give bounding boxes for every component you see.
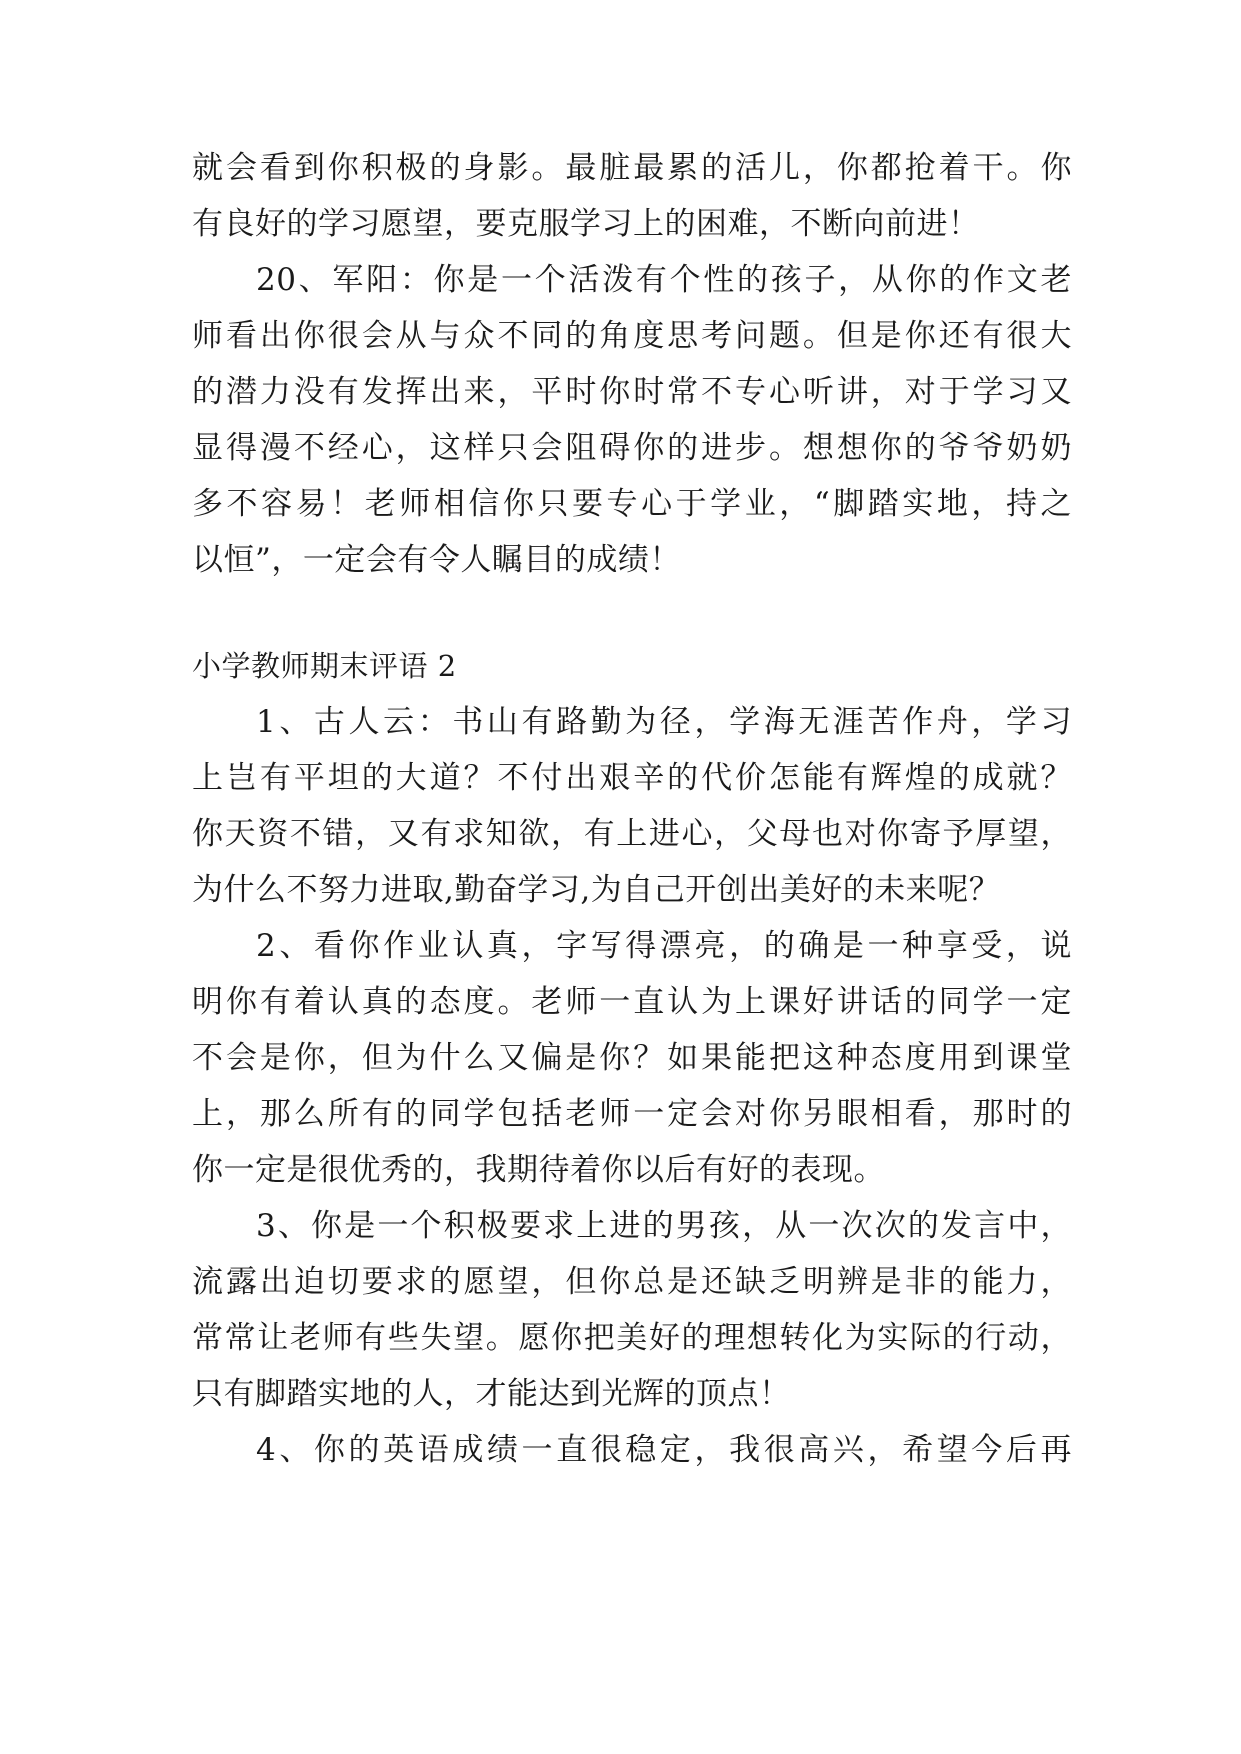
paragraph-line: 只有脚踏实地的人，才能达到光辉的顶点！	[192, 1376, 791, 1412]
paragraph-line: 1、古人云：书山有路勤为径，学海无涯苦作舟，学习	[256, 704, 1072, 740]
paragraph-line: 有良好的学习愿望，要克服学习上的困难，不断向前进！	[192, 206, 980, 242]
paragraph-line: 你一定是很优秀的，我期待着你以后有好的表现。	[192, 1152, 885, 1188]
paragraph-line: 流露出迫切要求的愿望，但你总是还缺乏明辨是非的能力，	[192, 1264, 1072, 1300]
paragraph-line: 多不容易！老师相信你只要专心于学业，“脚踏实地，持之	[192, 486, 1072, 522]
paragraph-line: 师看出你很会从与众不同的角度思考问题。但是你还有很大	[192, 318, 1072, 354]
paragraph-line: 3、你是一个积极要求上进的男孩，从一次次的发言中，	[256, 1208, 1072, 1244]
paragraph-line: 2、看你作业认真，字写得漂亮，的确是一种享受，说	[256, 928, 1072, 964]
paragraph-line: 以恒”，一定会有令人瞩目的成绩！	[192, 542, 681, 578]
paragraph-line: 就会看到你积极的身影。最脏最累的活儿，你都抢着干。你	[192, 150, 1072, 186]
paragraph-line: 明你有着认真的态度。老师一直认为上课好讲话的同学一定	[192, 984, 1072, 1020]
paragraph-line: 上岂有平坦的大道？不付出艰辛的代价怎能有辉煌的成就？	[192, 760, 1072, 796]
paragraph-line: 4、你的英语成绩一直很稳定，我很高兴，希望今后再	[256, 1432, 1072, 1468]
paragraph-line: 常常让老师有些失望。愿你把美好的理想转化为实际的行动，	[192, 1320, 1072, 1356]
paragraph-line: 你天资不错，又有求知欲，有上进心，父母也对你寄予厚望，	[192, 816, 1072, 852]
paragraph-line: 为什么不努力进取,勤奋学习,为自己开创出美好的未来呢？	[192, 872, 1001, 908]
paragraph-line: 不会是你，但为什么又偏是你？如果能把这种态度用到课堂	[192, 1040, 1072, 1076]
section-title: 小学教师期末评语 2	[192, 649, 457, 683]
paragraph-line: 显得漫不经心，这样只会阻碍你的进步。想想你的爷爷奶奶	[192, 430, 1072, 466]
paragraph-line: 的潜力没有发挥出来，平时你时常不专心听讲，对于学习又	[192, 374, 1072, 410]
paragraph-line: 上，那么所有的同学包括老师一定会对你另眼相看，那时的	[192, 1096, 1072, 1132]
paragraph-line: 20、军阳：你是一个活泼有个性的孩子，从你的作文老	[256, 262, 1072, 298]
